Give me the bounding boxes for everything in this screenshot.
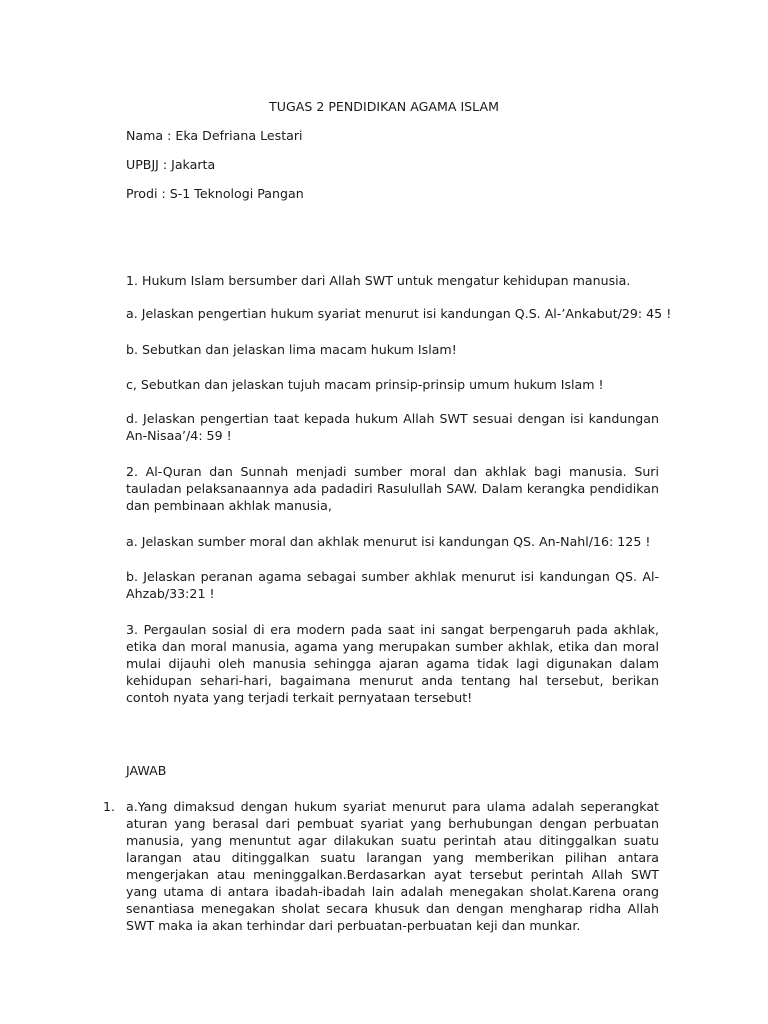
question-1-intro: 1. Hukum Islam bersumber dari Allah SWT untuk mengatur kehidupan manusia. [126,273,631,288]
question-2b: b. Jelaskan peranan agama sebagai sumber akhlak menurut isi kandungan QS. Al-Ahzab/33:21 ! [126,569,659,601]
student-upbjj: UPBJJ : Jakarta [126,157,216,172]
answer-heading: JAWAB [126,763,167,778]
question-3: 3. Pergaulan sosial di era modern pada saat ini sangat berpengaruh pada akhlak, etika dan moral manusia, agama yang merupakan sumber akhlak, etika dan moral mulai dijauhi oleh manusia sehingga ajaran agama tidak lagi digunakan dalam kehidupan sehari-hari, bagaimana menurut anda tentang hal tersebut, berikan contoh nyata yang terjadi terkait pernyataan tersebut! [126,622,659,705]
question-1b: b. Sebutkan dan jelaskan lima macam hukum Islam! [126,342,457,357]
student-prodi: Prodi : S-1 Teknologi Pangan [126,186,304,201]
student-name: Nama : Eka Defriana Lestari [126,128,303,143]
question-1c: c, Sebutkan dan jelaskan tujuh macam prinsip-prinsip umum hukum Islam ! [126,377,604,392]
answer-list-number: 1. [103,799,116,814]
question-2a: a. Jelaskan sumber moral dan akhlak menurut isi kandungan QS. An-Nahl/16: 125 ! [126,534,651,549]
answer-1a-text: a.Yang dimaksud dengan hukum syariat menurut para ulama adalah seperangkat aturan yang berasal dari pembuat syariat yang berhubungan dengan perbuatan manusia, yang menuntut agar dilakukan suatu perintah atau ditinggalkan suatu larangan atau ditinggalkan suatu larangan yang memberikan pilihan antara mengerjakan atau meninggalkan.Berdasarkan ayat tersebut perintah Allah SWT yang utama di antara ibadah-ibadah lain adalah menegakan sholat.Karena orang senantiasa menegakan sholat secara khusuk dan dengan mengharap ridha Allah SWT maka ia akan terhindar dari perbuatan-perbuatan keji dan munkar. [126,799,659,933]
question-2-intro: 2. Al-Quran dan Sunnah menjadi sumber moral dan akhlak bagi manusia. Suri tauladan pelaksanaannya ada padadiri Rasulullah SAW. Dalam kerangka pendidikan dan pembinaan akhlak manusia, [126,464,659,513]
question-1a: a. Jelaskan pengertian hukum syariat menurut isi kandungan Q.S. Al-’Ankabut/29: 45 ! [126,306,672,321]
question-1d: d. Jelaskan pengertian taat kepada hukum Allah SWT sesuai dengan isi kandungan An-Nisaa’/4: 59 ! [126,411,659,443]
document-title: TUGAS 2 PENDIDIKAN AGAMA ISLAM [269,99,499,114]
